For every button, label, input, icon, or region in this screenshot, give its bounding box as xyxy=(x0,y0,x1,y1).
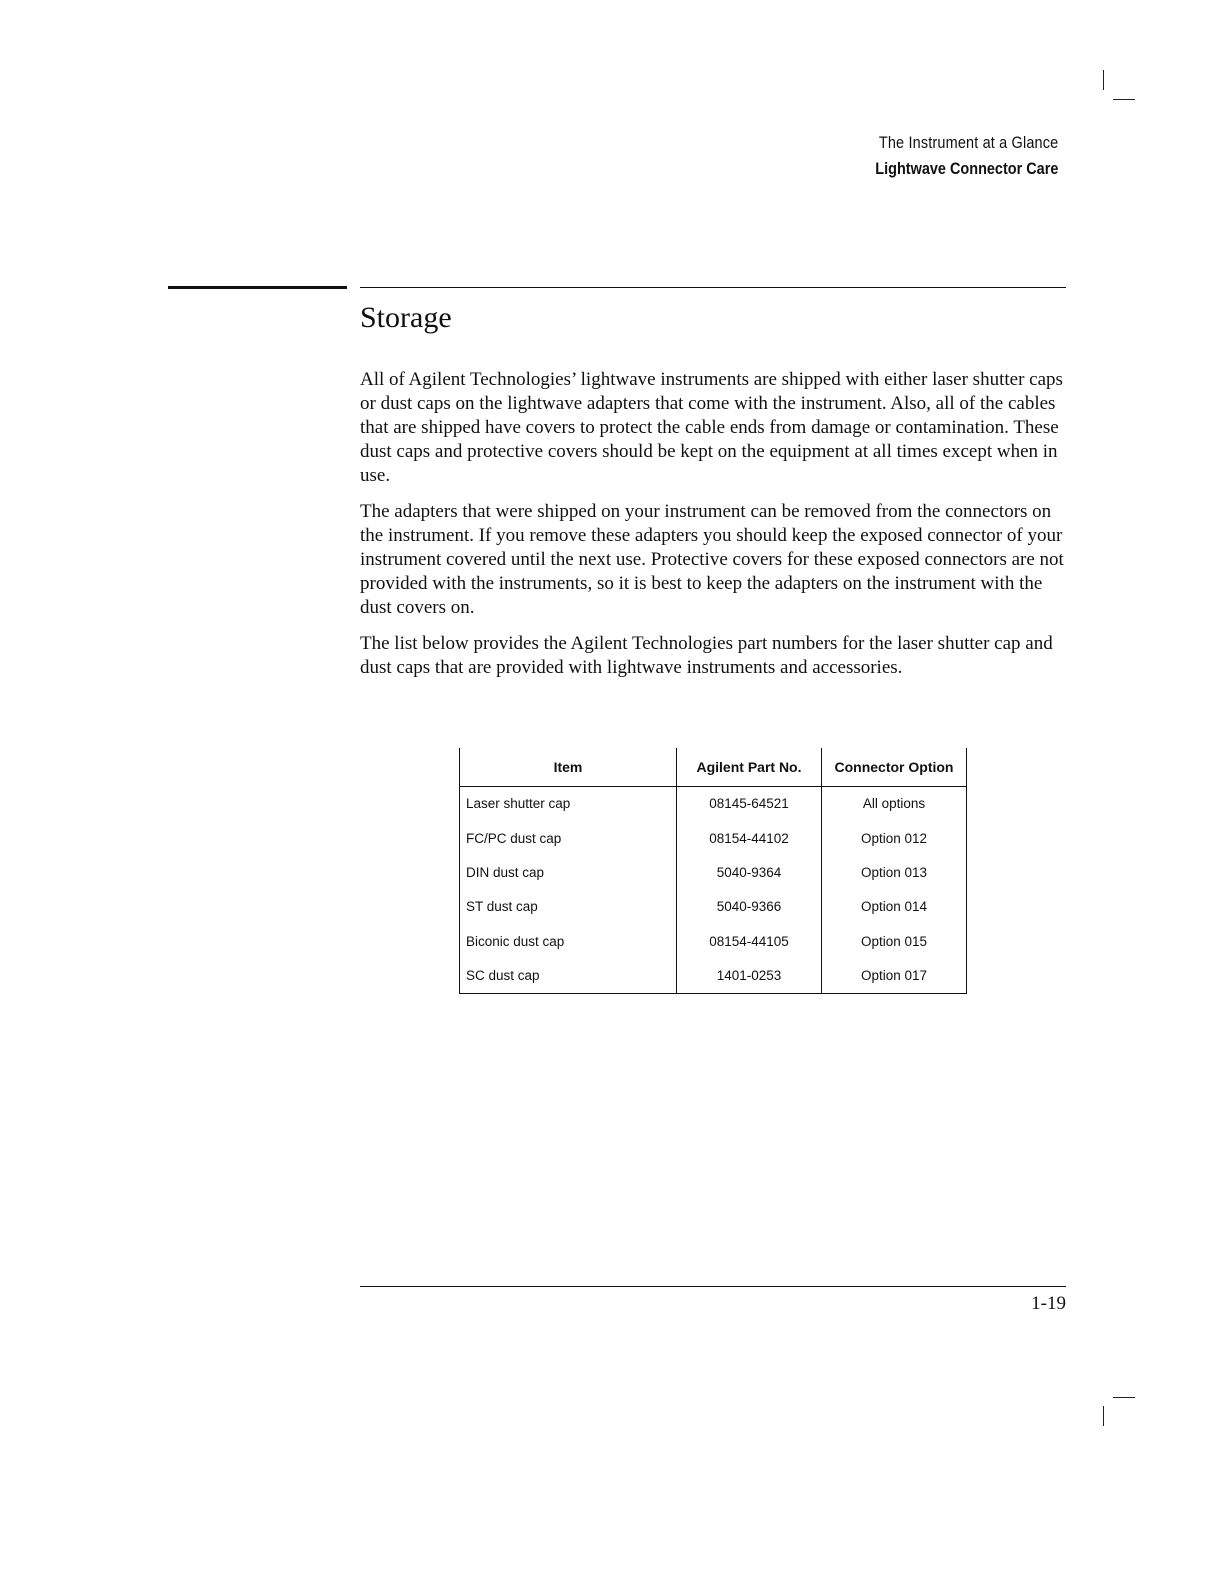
cell-connector-option: Option 014 xyxy=(822,890,967,924)
cell-item: FC/PC dust cap xyxy=(466,830,562,846)
crop-mark-bottom-horizontal xyxy=(1113,1397,1135,1398)
column-header-item: Item xyxy=(460,748,677,786)
paragraph-2: The adapters that were shipped on your instrument can be removed from the connectors on the instrument. If you remove these adapters you should keep the exposed connector of your instrument covered until the next use. Protective covers for these exposed connectors are not provided with the instruments, so it is best to keep the adapters on the instrument with the dust covers on. xyxy=(360,501,1064,618)
paragraph-1: All of Agilent Technologies’ lightwave instruments are shipped with either laser shutter caps or dust caps on the lightwave adapters that come with the instrument. Also, all of the cables that are shipped have covers to protect the cable ends from damage or contamination. These dust caps and protective covers should be kept on the equipment at all times except when in use. xyxy=(360,369,1063,486)
cell-part-no: 08154-44105 xyxy=(677,924,822,958)
column-header-connector-option: Connector Option xyxy=(822,748,967,786)
table-row xyxy=(460,821,967,855)
cell-item: SC dust cap xyxy=(466,968,540,984)
cell-connector-option: All options xyxy=(822,786,967,821)
cell-item: DIN dust cap xyxy=(466,864,545,880)
cell-item: ST dust cap xyxy=(466,899,538,915)
table-row xyxy=(460,855,967,889)
dust-cap-parts-table xyxy=(459,748,967,994)
cell-connector-option: Option 012 xyxy=(822,821,967,855)
table-row xyxy=(460,786,967,821)
crop-mark-top-vertical xyxy=(1103,70,1104,90)
cell-part-no: 5040-9366 xyxy=(677,890,822,924)
body-text xyxy=(360,368,1076,692)
cell-connector-option: Option 013 xyxy=(822,855,967,889)
running-header xyxy=(843,130,1058,182)
crop-mark-top-horizontal xyxy=(1113,99,1135,100)
table-row xyxy=(460,890,967,924)
cell-connector-option: Option 015 xyxy=(822,924,967,958)
table-row xyxy=(460,958,967,993)
header-chapter-title: The Instrument at a Glance xyxy=(878,133,1058,152)
cell-connector-option: Option 017 xyxy=(822,958,967,993)
cell-part-no: 08154-44102 xyxy=(677,821,822,855)
table-header-row xyxy=(460,748,967,786)
table-row xyxy=(460,924,967,958)
footer-rule xyxy=(360,1286,1066,1287)
cell-item: Biconic dust cap xyxy=(466,933,565,949)
header-section-title: Lightwave Connector Care xyxy=(874,159,1058,178)
column-header-part-no: Agilent Part No. xyxy=(677,748,822,786)
cell-part-no: 08145-64521 xyxy=(677,786,822,821)
section-title: Storage xyxy=(360,301,452,334)
section-rule-left xyxy=(168,286,347,289)
cell-item: Laser shutter cap xyxy=(466,796,571,812)
section-rule-top xyxy=(360,287,1066,288)
cell-part-no: 5040-9364 xyxy=(677,855,822,889)
crop-mark-bottom-vertical xyxy=(1103,1406,1104,1426)
page-number: 1-19 xyxy=(1031,1293,1066,1314)
cell-part-no: 1401-0253 xyxy=(677,958,822,993)
paragraph-3: The list below provides the Agilent Technologies part numbers for the laser shutter cap and dust caps that are provided with lightwave instruments and accessories. xyxy=(360,633,1053,678)
